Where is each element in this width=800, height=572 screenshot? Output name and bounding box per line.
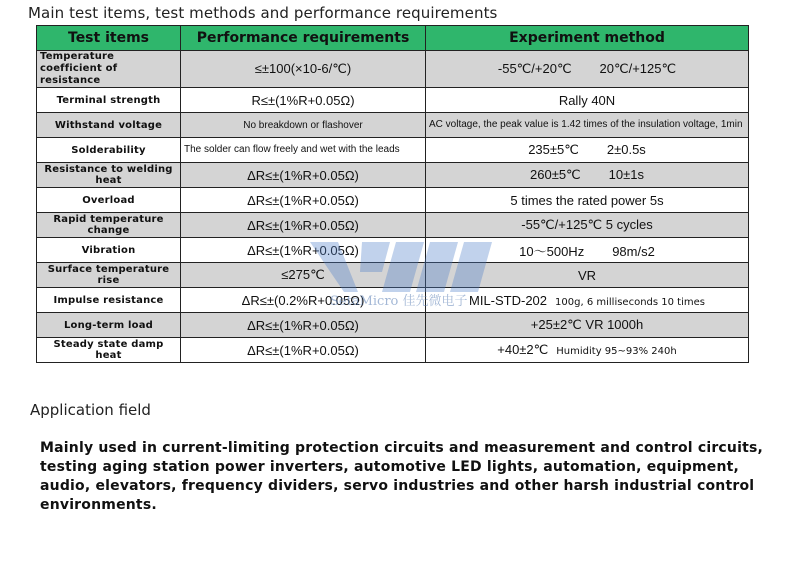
row-perf: ΔR≤±(1%R+0.05Ω) [181, 213, 426, 238]
method-part-a: MIL-STD-202 [469, 292, 548, 308]
row-method: -55℃/+125℃ 5 cycles [426, 213, 749, 238]
row-item: Overload [37, 188, 181, 213]
row-item: Solderability [37, 138, 181, 163]
row-perf: ≤275℃ [181, 263, 426, 288]
method-part-a: 10～500Hz [519, 243, 585, 259]
row-item: Steady state damp heat [37, 338, 181, 363]
row-item: Temperature coefficient of resistance [37, 51, 181, 88]
method-part-a: 235±5℃ [528, 142, 579, 157]
row-method: 5 times the rated power 5s [426, 188, 749, 213]
row-item: Impulse resistance [37, 288, 181, 313]
table-row [37, 113, 749, 138]
header-test-items: Test items [37, 26, 181, 51]
row-perf: ΔR≤±(1%R+0.05Ω) [181, 163, 426, 188]
row-perf: ΔR≤±(1%R+0.05Ω) [181, 313, 426, 338]
row-method [426, 288, 749, 313]
method-part-b: 20℃/+125℃ [599, 61, 677, 76]
table-row [37, 213, 749, 238]
row-method [426, 338, 749, 363]
row-item: Rapid temperature change [37, 213, 181, 238]
row-method: Rally 40N [426, 88, 749, 113]
method-note: Humidity 95~93% 240h [556, 346, 677, 357]
row-item: Terminal strength [37, 88, 181, 113]
table-row [37, 51, 749, 88]
row-item: Long-term load [37, 313, 181, 338]
method-part-b: 2±0.5s [606, 142, 646, 157]
table-row [37, 88, 749, 113]
row-perf: R≤±(1%R+0.05Ω) [181, 88, 426, 113]
table-header-row [37, 26, 749, 51]
method-part-a: -55℃/+20℃ [497, 61, 572, 76]
row-method: VR [426, 263, 749, 288]
row-perf: ΔR≤±(0.2%R+0.05Ω) [181, 288, 426, 313]
row-method [426, 51, 749, 88]
method-part-a: +40±2℃ [497, 342, 549, 357]
table-row [37, 138, 749, 163]
method-part-b: 10±1s [608, 167, 644, 182]
row-method [426, 163, 749, 188]
method-note: 100g, 6 milliseconds 10 times [555, 296, 705, 308]
row-perf: The solder can flow freely and wet with the leads [181, 138, 426, 163]
application-title: Application field [30, 401, 151, 419]
row-item: Surface temperature rise [37, 263, 181, 288]
row-perf: ΔR≤±(1%R+0.05Ω) [181, 238, 426, 263]
row-item: Vibration [37, 238, 181, 263]
row-item: Withstand voltage [37, 113, 181, 138]
row-method [426, 238, 749, 263]
method-part-b: 98m/s2 [612, 243, 655, 259]
table-row [37, 338, 749, 363]
table-row [37, 263, 749, 288]
spec-table [36, 25, 749, 363]
table-row [37, 188, 749, 213]
row-method: AC voltage, the peak value is 1.42 times of the insulation voltage, 1min [426, 113, 749, 138]
watermark-text: SetaMicro 佳先微电子 [330, 294, 468, 309]
row-method [426, 138, 749, 163]
row-method: +25±2℃ VR 1000h [426, 313, 749, 338]
row-perf: ΔR≤±(1%R+0.05Ω) [181, 338, 426, 363]
header-performance: Performance requirements [181, 26, 426, 51]
table-row [37, 313, 749, 338]
header-method: Experiment method [426, 26, 749, 51]
application-body: Mainly used in current-limiting protection circuits and measurement and control circuits, testing aging station power inverters, automotive LED lights, automation, equipment, audio, elevators, frequency dividers, servo industries and other harsh industrial control environments. [40, 440, 764, 513]
table-row [37, 288, 749, 313]
section-title: Main test items, test methods and performance requirements [28, 4, 498, 22]
row-perf: No breakdown or flashover [181, 113, 426, 138]
row-item: Resistance to welding heat [37, 163, 181, 188]
row-perf: ≤±100(×10-6/℃) [181, 51, 426, 88]
table-row [37, 163, 749, 188]
method-part-a: 260±5℃ [530, 167, 581, 182]
table-row [37, 238, 749, 263]
row-perf: ΔR≤±(1%R+0.05Ω) [181, 188, 426, 213]
